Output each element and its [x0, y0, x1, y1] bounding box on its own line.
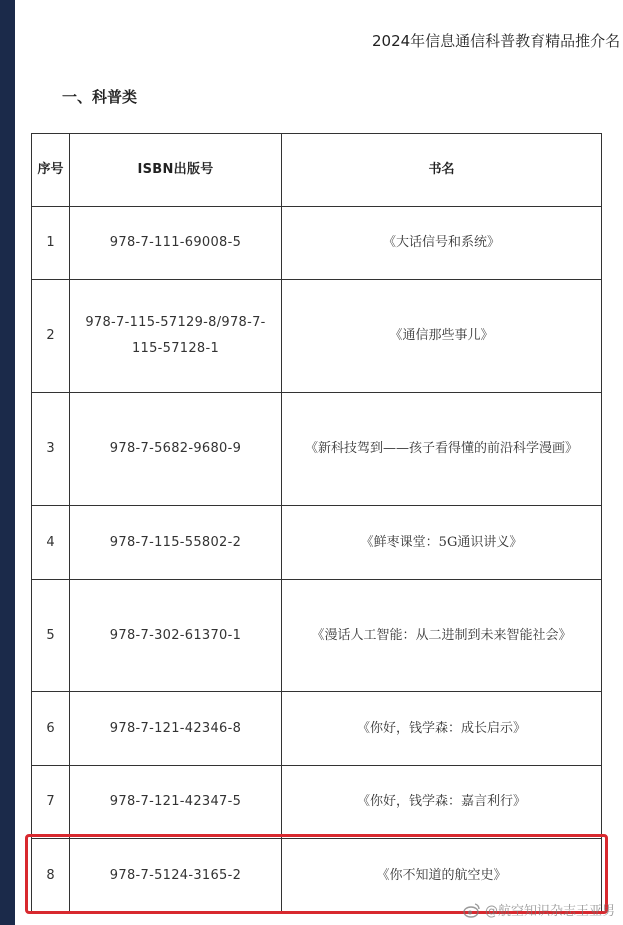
row-number: 2 [32, 280, 70, 392]
header-title: 书名 [428, 162, 455, 177]
header-number: 序号 [32, 134, 70, 206]
row-book-title: 《鲜枣课堂：5G通识讲义》 [360, 534, 523, 550]
row-isbn: 978-7-111-69008-5 [70, 207, 282, 279]
left-edge-bar [0, 0, 15, 925]
table-row [32, 280, 601, 393]
row-number: 5 [32, 580, 70, 691]
row-number: 7 [32, 766, 70, 838]
section-heading: 一、科普类 [62, 88, 138, 106]
row-isbn: 978-7-121-42346-8 [70, 692, 282, 765]
row-number: 3 [32, 393, 70, 505]
header-isbn: ISBN出版号 [70, 134, 282, 206]
row-isbn: 978-7-115-57129-8/978-7-115-57128-1 [70, 280, 282, 392]
row-isbn: 978-7-302-61370-1 [70, 580, 282, 691]
row-number: 6 [32, 692, 70, 765]
row-book-title: 《你不知道的航空史》 [376, 868, 507, 883]
table-row [32, 580, 601, 692]
table-row [32, 766, 601, 839]
document-title: 2024年信息通信科普教育精品推介名 [372, 32, 621, 50]
row-isbn: 978-7-121-42347-5 [70, 766, 282, 838]
row-book-title: 《你好，钱学森：成长启示》 [356, 720, 526, 736]
row-book-title: 《通信那些事儿》 [389, 328, 494, 343]
row-book-title: 《你好，钱学森：嘉言利行》 [356, 794, 526, 809]
row-book-title: 《漫话人工智能：从二进制到未来智能社会》 [311, 627, 572, 643]
row-number: 1 [32, 207, 70, 279]
row-number: 8 [32, 839, 70, 913]
row-book-title: 《大话信号和系统》 [382, 235, 500, 250]
table-row [32, 207, 601, 280]
table-header-row [32, 134, 601, 207]
row-isbn: 978-7-5124-3165-2 [70, 839, 282, 913]
table-row [32, 506, 601, 580]
row-book-title: 《新科技驾到——孩子看得懂的前沿科学漫画》 [304, 441, 578, 456]
row-isbn: 978-7-115-55802-2 [70, 506, 282, 579]
watermark [463, 900, 615, 919]
row-isbn: 978-7-5682-9680-9 [70, 393, 282, 505]
book-table [31, 133, 602, 913]
table-row [32, 692, 601, 766]
row-number: 4 [32, 506, 70, 579]
watermark-text: @航空知识杂志王亚男 [484, 904, 615, 919]
table-row [32, 393, 601, 506]
weibo-icon [463, 901, 481, 919]
